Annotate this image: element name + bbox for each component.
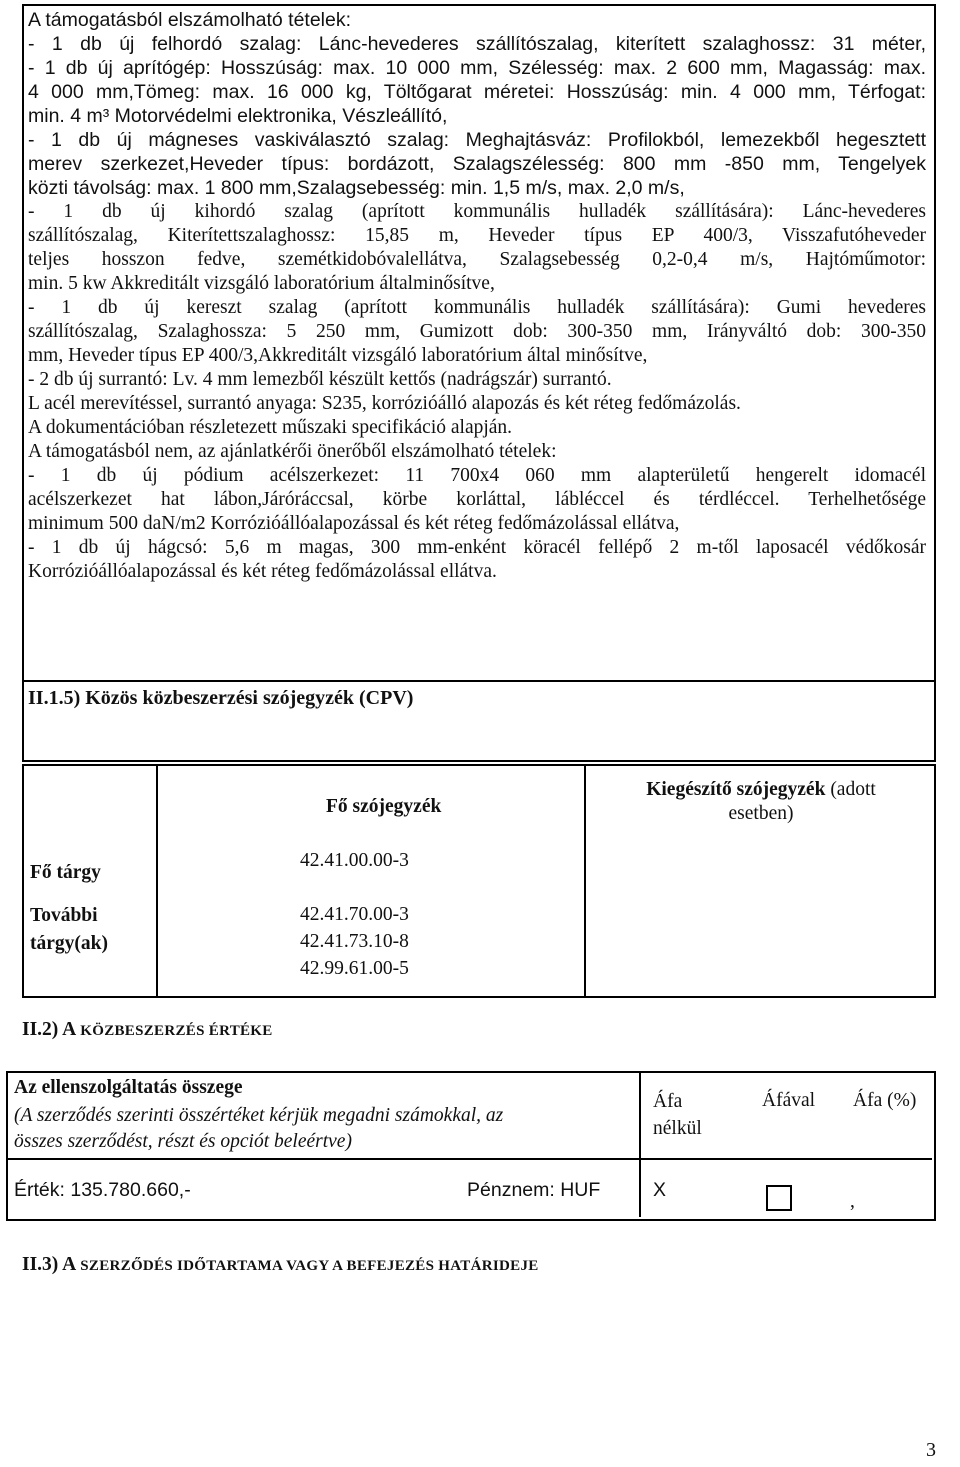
text-line: Korrózióállóalapozással és két réteg fedőmázolással ellátva. [28,561,497,582]
duration-section-title-first: A [62,1254,77,1275]
value-section-title [22,1018,273,1043]
value-section-number: II.2) [22,1019,63,1040]
text-line: L acél merevítéssel, surrantó anyaga: S235, korrózióálló alapozás és két réteg fedőmázolás. [28,393,741,414]
value-section-title-first: A [62,1019,77,1040]
value-amount: Érték: 135.780.660,- [14,1179,191,1201]
cpv-table-divider [156,764,158,998]
cpv-additional-code: 42.41.70.00-3 [300,904,409,925]
cpv-col-main-heading: Fő szójegyzék [326,796,442,817]
cpv-row-additional-label-2: tárgy(ak) [30,933,108,954]
value-note-line: (A szerződés szerinti összértéket kérjük megadni számokkal, az [14,1105,504,1126]
vat-percent-value: , [850,1191,855,1212]
cpv-col-supp-bold: Kiegészítő szójegyzék [646,779,826,800]
text-line: minimum 500 daN/m2 Korrózióállóalapozással és két réteg fedőmázolással ellátva, [28,513,680,534]
text-line: - 1 db új pódium acélszerkezet: 11 700x4 060 mm alapterületű hengerelt idomacél [28,465,926,486]
cpv-additional-code: 42.99.61.00-5 [300,958,409,979]
text-line: - 1 db új kihordó szalag (aprított kommunális hulladék szállítására): Lánc-hevederes [28,201,926,222]
description-text [28,8,926,584]
text-line: - 1 db új mágneses vaskiválasztó szalag: Meghajtásváz: Profilokból, lemezekből hegesztett [28,129,926,151]
page-number: 3 [926,1439,936,1461]
cpv-row-main-label: Fő tárgy [30,862,101,883]
currency: Pénznem: HUF [467,1179,601,1201]
vat-excluded-checkmark: X [653,1179,667,1201]
cpv-col-supp-rest: (adott [825,779,876,800]
cpv-col-supp-heading [596,778,926,826]
cpv-col-supp-line2: esetben) [728,803,794,824]
text-line: 4 000 mm,Tömeg: max. 16 000 kg, Töltőgarat méretei: Hosszúság: min. 4 000 mm, Térfogat: [28,81,926,103]
text-line: min. 5 kw Akkreditált vizsgáló laboratórium általminősítve, [28,273,495,294]
vat-included-checkbox[interactable] [766,1185,792,1211]
vat-excluded-label-1: Áfa [653,1091,683,1112]
text-line: szállítószalag, Szalaghossza: 5 250 mm, Gumizott dob: 300-350 mm, Irányváltó dob: 300-350 [28,321,926,342]
vat-percent-label: Áfa (%) [853,1090,917,1111]
value-heading: Az ellenszolgáltatás összege [14,1077,243,1098]
cpv-additional-code: 42.41.73.10-8 [300,931,409,952]
text-line: - 1 db új felhordó szalag: Lánc-hevederes szállítószalag, kiterített szalaghossz: 31 méter, [28,33,926,55]
text-line: - 1 db új kereszt szalag (aprított kommunális hulladék szállítására): Gumi hevederes [28,297,926,318]
text-line: A támogatásból nem, az ajánlatkérői önerőből elszámolható tételek: [28,441,557,462]
cpv-main-code: 42.41.00.00-3 [300,850,409,871]
duration-section-title-rest: SZERZŐDÉS IDŐTARTAMA VAGY A BEFEJEZÉS HATÁRIDEJE [76,1258,539,1274]
text-line: szállítószalag, Kiterítettszalaghossz: 15,85 m, Heveder típus EP 400/3, Visszafutóheveder [28,225,926,246]
text-line: közti távolság: max. 1 800 mm,Szalagsebesség: min. 1,5 m/s, max. 2,0 m/s, [28,177,685,199]
text-line: - 2 db új surrantó: Lv. 4 mm lemezből készült kettős (nadrágszár) surrantó. [28,369,612,390]
value-table-divider [6,1158,932,1160]
text-line: teljes hosszon fedve, szemétkidobóvalellátva, Szalagsebesség 0,2-0,4 m/s, Hajtóműmotor: [28,249,926,270]
text-line: A támogatásból elszámolható tételek: [28,9,352,31]
value-section-title-rest: KÖZBESZERZÉS ÉRTÉKE [76,1023,273,1039]
text-line: - 1 db új hágcsó: 5,6 m magas, 300 mm-enként köracél fellépő 2 m-től laposacél védőkosár [28,537,926,558]
cpv-row-additional-label-1: További [30,905,98,926]
vat-excluded-label-2: nélkül [653,1118,702,1139]
duration-section-number: II.3) [22,1254,63,1275]
text-line: mm, Heveder típus EP 400/3,Akkreditált vizsgáló laboratórium által minősítve, [28,345,648,366]
duration-section-title [22,1253,539,1278]
text-line: merev szerkezet,Heveder típus: bordázott, Szalagszélesség: 800 mm -850 mm, Tengelyek [28,153,926,175]
text-line: A dokumentációban részletezett műszaki specifikáció alapján. [28,417,513,438]
vat-included-label: Áfával [762,1090,816,1111]
cpv-table-divider [584,764,586,998]
text-line: min. 4 m³ Motorvédelmi elektronika, Vészleállító, [28,105,448,127]
value-note-line: összes szerződést, részt és opciót beleértve) [14,1131,352,1152]
cpv-section-title: II.1.5) Közös közbeszerzési szójegyzék (CPV) [28,687,414,709]
text-line: - 1 db új aprítógép: Hosszúság: max. 10 000 mm, Szélesség: max. 2 600 mm, Magasság: max. [28,57,926,79]
value-table-divider [639,1071,641,1217]
text-line: acélszerkezet hat lábon,Járóráccsal, körbe korláttal, lábléccel és térdléccel. Terhelhetősége [28,489,926,510]
